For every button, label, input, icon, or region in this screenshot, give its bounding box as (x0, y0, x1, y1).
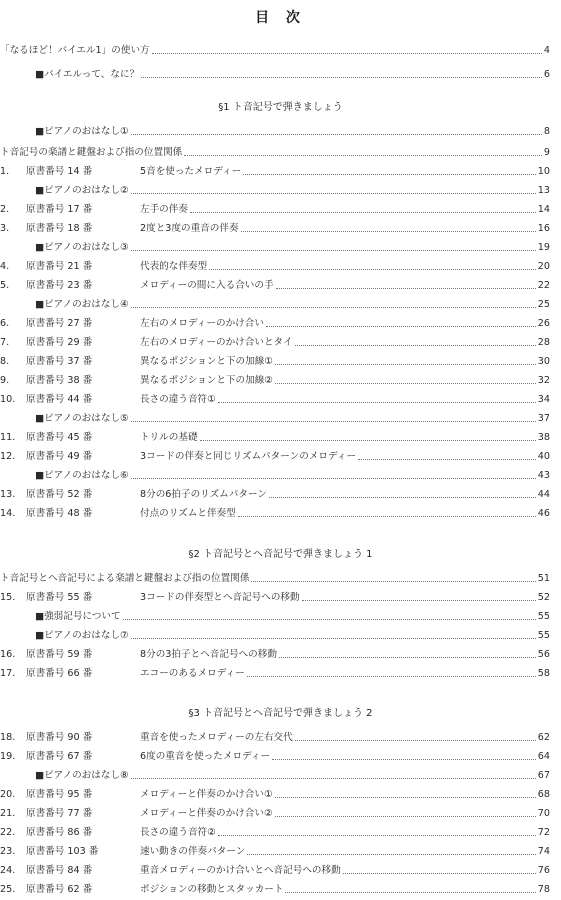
dot-leader (218, 835, 536, 836)
entry-title: 3コードの伴奏と同じリズムパターンのメロディー (140, 451, 357, 462)
entry-title: メロディーの間に入る合いの手 (140, 280, 274, 291)
toc-entry[interactable] (0, 825, 561, 840)
entry-number: 18. (0, 732, 16, 743)
entry-page-number: 72 (537, 827, 550, 838)
entry-page-number: 62 (537, 732, 550, 743)
dot-leader (131, 307, 536, 308)
dot-leader (275, 383, 536, 384)
entry-number: 19. (0, 751, 16, 762)
toc-entry[interactable] (0, 882, 561, 897)
dot-leader (243, 174, 536, 175)
entry-page-number: 38 (537, 432, 550, 443)
entry-page-number: 67 (537, 770, 550, 781)
entry-page-number: 58 (537, 668, 550, 679)
entry-original-number: 原書番号 67 番 (26, 751, 93, 762)
toc-entry[interactable] (0, 730, 561, 745)
entry-subtopic: ■ピアノのおはなし③ (35, 242, 129, 253)
dot-leader (131, 478, 536, 479)
toc-entry[interactable] (0, 863, 561, 878)
dot-leader (218, 402, 536, 403)
entry-original-number: 原書番号 17 番 (26, 204, 93, 215)
entry-page-number: 16 (537, 223, 550, 234)
entry-original-number: 原書番号 84 番 (26, 865, 93, 876)
entry-number: 14. (0, 508, 16, 519)
entry-original-number: 原書番号 62 番 (26, 884, 93, 895)
entry-title: 長さの違う音符① (140, 394, 216, 405)
entry-page-number: 40 (537, 451, 550, 462)
entry-number: 20. (0, 789, 16, 800)
page-title: 目 次 (255, 10, 306, 26)
toc-entry[interactable] (0, 297, 561, 312)
entry-original-number: 原書番号 66 番 (26, 668, 93, 679)
entry-original-number: 原書番号 52 番 (26, 489, 93, 500)
entry-original-number: 原書番号 59 番 (26, 649, 93, 660)
entry-number: 10. (0, 394, 16, 405)
entry-page-number: 10 (537, 166, 550, 177)
entry-title: 左右のメロディーのかけ合いとタイ (140, 337, 293, 348)
entry-number: 13. (0, 489, 16, 500)
entry-title: ト音記号とヘ音記号による楽譜と鍵盤および指の位置関係 (0, 573, 250, 584)
entry-page-number: 6 (543, 69, 550, 80)
dot-leader (251, 581, 536, 582)
entry-page-number: 13 (537, 185, 550, 196)
toc-entry[interactable] (0, 354, 561, 369)
entry-number: 2. (0, 204, 10, 215)
entry-title: 5音を使ったメロディー (140, 166, 242, 177)
entry-page-number: 55 (537, 630, 550, 641)
dot-leader (247, 676, 536, 677)
toc-entry[interactable] (0, 468, 561, 483)
toc-entry[interactable] (0, 202, 561, 217)
entry-page-number: 78 (537, 884, 550, 895)
toc-entry[interactable] (0, 240, 561, 255)
section-heading: §2 ト音記号とヘ音記号で弾きましょう 1 (188, 549, 373, 560)
entry-title: 6度の重音を使ったメロディー (140, 751, 271, 762)
toc-entry[interactable] (0, 430, 561, 445)
entry-original-number: 原書番号 48 番 (26, 508, 93, 519)
dot-leader (131, 421, 536, 422)
dot-leader (123, 619, 536, 620)
toc-entry[interactable] (0, 749, 561, 764)
toc-entry[interactable] (0, 259, 561, 274)
entry-subtopic: ■ピアノのおはなし① (35, 126, 129, 137)
entry-page-number: 68 (537, 789, 550, 800)
toc-entry[interactable] (0, 221, 561, 236)
entry-number: 21. (0, 808, 16, 819)
dot-leader (247, 854, 536, 855)
toc-entry[interactable] (0, 609, 561, 624)
toc-entry[interactable] (0, 506, 561, 521)
dot-leader (343, 873, 536, 874)
entry-original-number: 原書番号 18 番 (26, 223, 93, 234)
entry-page-number: 37 (537, 413, 550, 424)
dot-leader (131, 778, 536, 779)
entry-title: 左手の伴奏 (140, 204, 188, 215)
toc-entry[interactable] (0, 145, 561, 160)
toc-entry[interactable] (0, 392, 561, 407)
dot-leader (279, 657, 536, 658)
toc-entry[interactable] (0, 844, 561, 859)
toc-entry[interactable] (0, 278, 561, 293)
entry-number: 11. (0, 432, 16, 443)
entry-number: 8. (0, 356, 10, 367)
dot-leader (131, 134, 542, 135)
entry-number: 23. (0, 846, 16, 857)
entry-original-number: 原書番号 44 番 (26, 394, 93, 405)
toc-entry[interactable] (0, 183, 561, 198)
entry-title: 重音メロディーのかけ合いとヘ音記号への移動 (140, 865, 341, 876)
entry-title: 付点のリズムと伴奏型 (140, 508, 236, 519)
dot-leader (272, 759, 536, 760)
section-heading: §1 ト音記号で弾きましょう (218, 102, 343, 113)
toc-entry[interactable] (0, 768, 561, 783)
entry-original-number: 原書番号 103 番 (26, 846, 99, 857)
entry-title: メロディーと伴奏のかけ合い① (140, 789, 273, 800)
entry-number: 25. (0, 884, 16, 895)
entry-number: 12. (0, 451, 16, 462)
entry-original-number: 原書番号 90 番 (26, 732, 93, 743)
entry-original-number: 原書番号 55 番 (26, 592, 93, 603)
dot-leader (184, 155, 542, 156)
entry-number: 17. (0, 668, 16, 679)
toc-entry[interactable] (0, 666, 561, 681)
entry-original-number: 原書番号 86 番 (26, 827, 93, 838)
entry-page-number: 8 (543, 126, 550, 137)
dot-leader (266, 326, 536, 327)
entry-page-number: 26 (537, 318, 550, 329)
dot-leader (295, 345, 536, 346)
entry-page-number: 20 (537, 261, 550, 272)
entry-original-number: 原書番号 37 番 (26, 356, 93, 367)
dot-leader (295, 740, 536, 741)
entry-page-number: 32 (537, 375, 550, 386)
entry-page-number: 30 (537, 356, 550, 367)
toc-entry[interactable] (0, 67, 561, 82)
entry-page-number: 76 (537, 865, 550, 876)
entry-number: 22. (0, 827, 16, 838)
toc-entry[interactable] (0, 124, 561, 139)
entry-page-number: 22 (537, 280, 550, 291)
entry-page-number: 51 (537, 573, 550, 584)
entry-page-number: 52 (537, 592, 550, 603)
entry-original-number: 原書番号 95 番 (26, 789, 93, 800)
entry-original-number: 原書番号 14 番 (26, 166, 93, 177)
entry-page-number: 64 (537, 751, 550, 762)
entry-subtopic: ■ピアノのおはなし⑧ (35, 770, 129, 781)
entry-page-number: 4 (543, 45, 550, 56)
dot-leader (241, 231, 536, 232)
entry-page-number: 14 (537, 204, 550, 215)
entry-title: 3コードの伴奏型とヘ音記号への移動 (140, 592, 300, 603)
entry-number: 4. (0, 261, 10, 272)
entry-title: ト音記号の楽譜と鍵盤および指の位置関係 (0, 147, 183, 158)
dot-leader (275, 364, 536, 365)
dot-leader (190, 212, 536, 213)
entry-original-number: 原書番号 49 番 (26, 451, 93, 462)
toc-entry[interactable] (0, 487, 561, 502)
toc-entry[interactable] (0, 335, 561, 350)
toc-entry[interactable] (0, 806, 561, 821)
toc-entry[interactable] (0, 787, 561, 802)
entry-title: 8分の6拍子のリズムパターン (140, 489, 267, 500)
entry-original-number: 原書番号 77 番 (26, 808, 93, 819)
dot-leader (152, 53, 542, 54)
entry-number: 7. (0, 337, 10, 348)
toc-entry[interactable] (0, 571, 561, 586)
entry-page-number: 34 (537, 394, 550, 405)
entry-page-number: 46 (537, 508, 550, 519)
entry-title: 左右のメロディーのかけ合い (140, 318, 264, 329)
dot-leader (358, 459, 536, 460)
toc-entry[interactable] (0, 373, 561, 388)
entry-number: 5. (0, 280, 10, 291)
toc-entry[interactable] (0, 647, 561, 662)
entry-title: メロディーと伴奏のかけ合い② (140, 808, 273, 819)
entry-subtopic: ■ピアノのおはなし⑥ (35, 470, 129, 481)
toc-entry[interactable] (0, 164, 561, 179)
entry-page-number: 43 (537, 470, 550, 481)
entry-title: トリルの基礎 (140, 432, 198, 443)
dot-leader (275, 816, 536, 817)
section-heading: §3 ト音記号とヘ音記号で弾きましょう 2 (188, 708, 373, 719)
entry-original-number: 原書番号 21 番 (26, 261, 93, 272)
toc-entry[interactable] (0, 449, 561, 464)
entry-title: 8分の3拍子とヘ音記号への移動 (140, 649, 277, 660)
entry-number: 6. (0, 318, 10, 329)
entry-number: 3. (0, 223, 10, 234)
entry-page-number: 9 (543, 147, 550, 158)
entry-title: エコーのあるメロディー (140, 668, 245, 679)
toc-entry[interactable] (0, 628, 561, 643)
dot-leader (302, 600, 536, 601)
entry-title: ポジションの移動とスタッカート (140, 884, 284, 895)
entry-subtopic: ■強弱記号について (35, 611, 121, 622)
entry-subtopic: ■ピアノのおはなし⑤ (35, 413, 129, 424)
dot-leader (200, 440, 536, 441)
entry-title: 「なるほど！バイエル1」の使い方 (0, 45, 150, 56)
entry-page-number: 25 (537, 299, 550, 310)
entry-page-number: 28 (537, 337, 550, 348)
dot-leader (141, 77, 542, 78)
entry-title: 長さの違う音符② (140, 827, 216, 838)
entry-subtopic: ■ピアノのおはなし⑦ (35, 630, 129, 641)
entry-number: 9. (0, 375, 10, 386)
entry-title: 速い動きの伴奏パターン (140, 846, 246, 857)
toc-entry[interactable] (0, 43, 561, 58)
dot-leader (131, 193, 536, 194)
entry-page-number: 55 (537, 611, 550, 622)
entry-page-number: 44 (537, 489, 550, 500)
entry-page-number: 19 (537, 242, 550, 253)
entry-original-number: 原書番号 23 番 (26, 280, 93, 291)
toc-entry[interactable] (0, 590, 561, 605)
entry-title: 異なるポジションと下の加線① (140, 356, 273, 367)
entry-page-number: 74 (537, 846, 550, 857)
entry-title: 重音を使ったメロディーの左右交代 (140, 732, 293, 743)
entry-number: 1. (0, 166, 10, 177)
entry-page-number: 70 (537, 808, 550, 819)
entry-original-number: 原書番号 38 番 (26, 375, 93, 386)
dot-leader (131, 638, 536, 639)
entry-page-number: 56 (537, 649, 550, 660)
dot-leader (131, 250, 536, 251)
entry-original-number: 原書番号 29 番 (26, 337, 93, 348)
entry-original-number: 原書番号 45 番 (26, 432, 93, 443)
entry-title: 代表的な伴奏型 (140, 261, 208, 272)
dot-leader (238, 516, 536, 517)
dot-leader (275, 797, 536, 798)
entry-number: 16. (0, 649, 16, 660)
toc-entry[interactable] (0, 411, 561, 426)
dot-leader (269, 497, 536, 498)
toc-entry[interactable] (0, 316, 561, 331)
entry-number: 24. (0, 865, 16, 876)
dot-leader (209, 269, 536, 270)
entry-subtopic: ■ピアノのおはなし② (35, 185, 129, 196)
entry-title: 2度と3度の重音の伴奏 (140, 223, 239, 234)
entry-title: 異なるポジションと下の加線② (140, 375, 273, 386)
entry-subtopic: ■ピアノのおはなし④ (35, 299, 129, 310)
dot-leader (285, 892, 536, 893)
entry-subtopic: ■バイエルって、なに？ (35, 69, 140, 80)
entry-original-number: 原書番号 27 番 (26, 318, 93, 329)
entry-number: 15. (0, 592, 16, 603)
dot-leader (276, 288, 536, 289)
